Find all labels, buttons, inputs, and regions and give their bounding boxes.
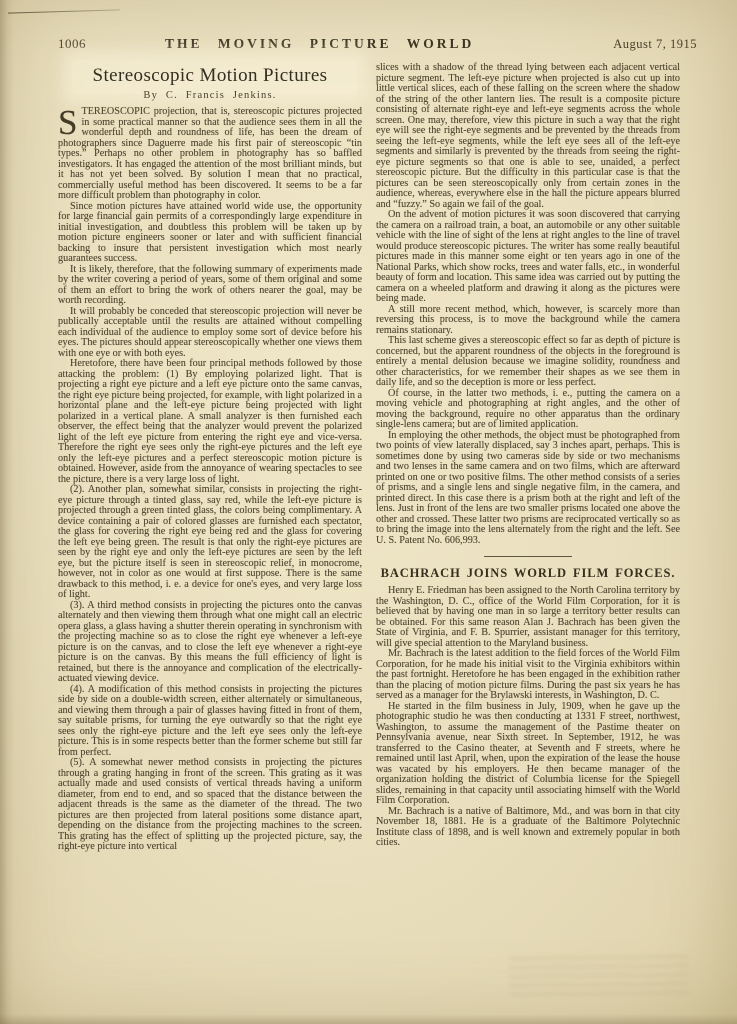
reverse-page-show-through	[509, 955, 689, 997]
paragraph: This last scheme gives a stereoscopic effect so far as depth of picture is concerned, but the apparent roundness of the objects in the foreground is entirely a mental delusion because we imagine solidity, roundness and other characteristics, for we remember their shapes as we see them in daily life, and so the deception is more or less perfect.	[376, 335, 680, 388]
paragraph: (4). A modification of this method consists in projecting the pictures side by side on a double-width screen, either alternately or simultaneous, and viewing them through a pair of glasses having fitted in front of them, say suitable prisms, for turning the eye outwardly so that the right eye sees only the right-eye picture and the left eye sees only the left-eye picture. This is in some respects better than the former scheme but still far from perfect.	[58, 683, 362, 758]
article-columns	[58, 63, 680, 853]
paragraph	[58, 103, 362, 202]
left-column	[58, 63, 362, 853]
bachrach-article-title: BACHRACH JOINS WORLD FILM FORCES.	[380, 566, 676, 580]
issue-date: August 7, 1915	[613, 37, 697, 51]
paragraph: It is likely, therefore, that the following summary of experiments made by the writer covering a period of years, some of them original and some of them an effort to bring the work of others nearer the goal, may be worth recording.	[58, 263, 362, 306]
paragraph: (5). A somewhat newer method consists in projecting the pictures through a grating hanging in front of the screen. This grating as it was actually made and used consists of vertical threads having a uniform diameter, from end to end, and so spaced that the distance between the adjacent threads is the same as the diameter of the thread. The two pictures are then projected from lateral positions some distance apart, depending on the distance from the projecting machines to the screen. This grating has the effect of splitting up the projected picture, say, the right-eye picture into vertical	[58, 757, 362, 852]
paragraph: It will probably be conceded that stereoscopic projection will never be publically acceptable until the results are attained without compelling each individual of the audience to employ some sort of device before his eyes. The pictures should appear stereoscopically whether one views them with one eye or with both eyes.	[58, 305, 362, 359]
paragraph: Of course, in the latter two methods, i. e., putting the camera on a moving vehicle and photographing at right angles, and the other of moving the background, require no other apparatus than the ordinary single-lens camera; but are of limited application.	[376, 387, 680, 430]
paragraph: slices with a shadow of the thread lying between each adjacent vertical picture segment. The left-eye picture when projected is also cut up into little vertical slices, each of these falling on the screen where the shadow of the string of the other lantern lies. The result is a composite picture consisting of alternate right-eye and left-eye segments across the whole screen. One may, therefore, view this picture in such a way that the right eye will see the right-eye segments and be prevented by the threads from seeing the left-eye segments, while the left eye sees all of the left-eye segments and similarly is prevented by the threads from seeing the right-eye picture segments so that one is able to see, unaided, a perfect stereoscopic picture. But the difficulty in this particular case is that the pictures can be seen stereoscopically only from certain zones in the audience, whereas, everywhere else in the hall the picture appears blurred and “fuzzy.” So again we fail of the goal.	[376, 62, 680, 210]
paper-crease-line	[8, 9, 120, 13]
running-head	[58, 36, 697, 52]
paragraph-text: TEREOSCOPIC projection, that is, stereoscopic pictures projected in some practical manner so that the audience sees them in all the wonderful depth and roundness of life, has been the dream of photographers since Daguerre made his first pair of stereoscopic “tin types.” Perhaps no other problem in photography has so baffled investigators. It has engaged the attention of the most brilliant minds, but it has not yet been solved. By solution I mean that no practical, commercially useful method has been discovered. It seems to be a far more difficult problem than photography in color.	[58, 106, 362, 201]
article-title: Stereoscopic Motion Pictures	[92, 65, 328, 86]
paragraph: Mr. Bachrach is the latest addition to the field forces of the World Film Corporation, for he made his initial visit to the Virginia exhibitors within the past fortnight. Heretofore he has been engaged in the exhibition rather than the placing of motion picture films. During the past six years he has served as a manager for the Brylawski interests, in Washington, D. C.	[376, 648, 680, 701]
section-divider	[484, 556, 572, 557]
page-number: 1006	[58, 36, 86, 51]
paragraph: A still more recent method, which, however, is scarcely more than reversing this process, is to move the background while the camera remains stationary.	[376, 303, 680, 336]
paragraph: (2). Another plan, somewhat similar, consists in projecting the right-eye picture through a tinted glass, say red, while the left-eye picture is projected through a green tinted glass, the colors being complimentary. A device containing a pair of colored glasses are furnished each spectator, the glass for covering the right eye being red and the glass for covering the left eye being green. The result is that only the right-eye pictures are seen by the right eye and only the left-eye pictures are seen by the left eye, but the picture itself is seen in stereoscopic relief, in monocrome, however, not in color as one would at first suppose. There is the same drawback to this method, i. e. a device for one's eyes, and very large loss of light.	[58, 484, 362, 600]
journal-title: THE MOVING PICTURE WORLD	[165, 36, 475, 51]
right-column	[376, 63, 680, 853]
paragraph: Heretofore, there have been four principal methods followed by those attacking the problem: (1) By employing polarized light. That is projecting a right eye picture and a left eye picture onto the same canvas, the right eye picture being projected, for example, with light polarized in a horizontal plane and the left-eye picture being projected with light polarized in a vertical plane. A small analyzer is then furnished each observer, the effect being that the analyzer would prevent the polarized light of the left eye picture from entering the right eye and vice-versa. Therefore the right eye sees only the right-eye pictures and the left eye only the left-eye pictures and a perfect stereoscopic motion picture is obtained. However, aside from the annoyance of wearing spectacles to see the picture, there is a very large loss of light.	[58, 358, 362, 485]
article-byline: By C. Francis Jenkins.	[143, 90, 277, 101]
paragraph: Since motion pictures have attained world wide use, the opportunity for large financial gain permits of a correspondingly large expenditure in initial investigation, and doubtless this problem will be taken up by motion picture engineers sooner or later and with sufficient financial backing to insure that persistent investigation which most nearly guarantees success.	[58, 200, 362, 264]
paragraph: In employing the other methods, the object must be photographed from two points of view laterally displaced, say 3 inches apart, perhaps. This is sometimes done by using two cameras side by side or two mechanisms and two lenses in the same camera and on two films, which are afterward printed on one or two positive films. The other method consists of a series of prisms, and a single lens and single negative film, in the camera, and printed direct. In this case there is a prism both at the right and left of the lens. Just in front of the lens are two smaller prisms located one above the other and crossed. These latter two prisms are reciprocated vertically so as to bring the image into the lens alternately from the right and the left. See U. S. Patent No. 606,993.	[376, 429, 680, 546]
paragraph: He started in the film business in July, 1909, when he gave up the photographic studio he was then conducting at 1331 F street, northwest, Washington, to assume the management of the Pastime theater on Pennsylvania avenue, near Sixth street. In September, 1912, he was transferred to the Casino theater, at Seventh and F streets, where he remained until last April, when, upon the expiration of the lease the house was vacated by his employers. He then became manager of the organization holding the district of Columbia license for the Spiegell slides, remaining in that capacity until associating himself with the World Film Corporation.	[376, 700, 680, 806]
paragraph: Henry E. Friedman has been assigned to the North Carolina territory by the Washington, D. C., office of the World Film Corporation, for it is believed that by having one man in so large a territory better results can be obtained. For this same reason Alan J. Bachrach has been given the State of Virginia, and F. B. Spurrier, assistant manager for this territory, will give special attention to the Maryland business.	[376, 585, 680, 649]
drop-cap: S	[58, 103, 78, 142]
paragraph: Mr. Bachrach is a native of Baltimore, Md., and was born in that city November 18, 1881. He is a graduate of the Baltimore Polytechnic Institute class of 1898, and is well known and extremely popular in both cities.	[376, 805, 680, 848]
paragraph: On the advent of motion pictures it was soon discovered that carrying the camera on a railroad train, a boat, an automobile or any other suitable vehicle with the line of sight of the lens at right angles to the line of travel would produce stereoscopic pictures. The writer has some really beautiful pictures made in this manner some eight or ten years ago in one of the National Parks, which show rocks, trees and water falls, etc., in wonderful beauty of form and location. This same idea was carried out by putting the camera on a wheeled platform and drawing it along as the pictures were being made.	[376, 209, 680, 304]
paragraph: (3). A third method consists in projecting the pictures onto the canvas alternately and then viewing them through what one might call an electric opera glass, a glass having a shutter therein operating in synchronism with the projecting machine so as to close the right eye whenever a left-eye picture is on the canvas, and to close the left eye whenever a right-eye picture is on the canvas. By this means the full efficiency of light is retained, but there is the annoyance and complication of the electrically-actuated viewing device.	[58, 599, 362, 684]
